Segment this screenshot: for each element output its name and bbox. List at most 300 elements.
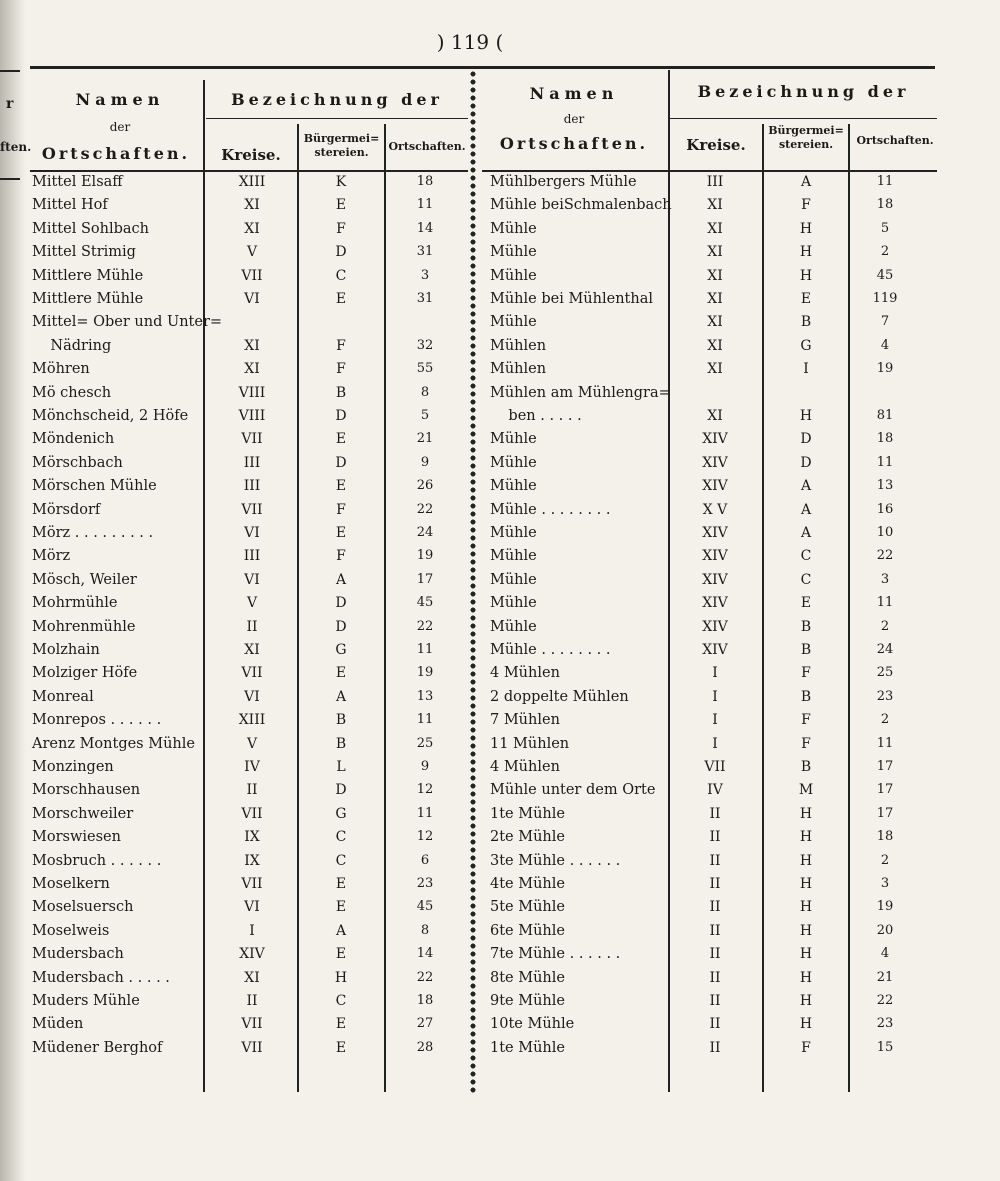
kreis-value: IX (244, 829, 260, 846)
place-name: Mönchscheid, 2 Höfe (32, 408, 189, 424)
place-name: 2 doppelte Mühlen (490, 688, 629, 705)
place-name: 1te Mühle (490, 805, 565, 822)
table-row (0, 780, 1000, 803)
kreis-value: XI (707, 291, 723, 307)
ortschaft-number: 11 (416, 642, 434, 657)
buergermeisterei-value: F (336, 337, 346, 354)
buergermeisterei-value: A (335, 922, 347, 939)
place-name: 11 Mühlen (490, 735, 570, 752)
place-name: Mö chesch (32, 384, 112, 401)
ortschaft-number: 18 (876, 197, 894, 213)
kreis-value: XIV (702, 595, 728, 612)
place-name: Mittel Hof (32, 197, 108, 214)
place-name: Mühlen (490, 337, 547, 354)
kreis-value: VII (704, 759, 726, 775)
kreis-value: XIV (702, 478, 728, 495)
buergermeisterei-value: H (799, 899, 813, 916)
kreis-value: XIV (702, 618, 728, 635)
left-header-ortschaften: Ortschaften. (41, 144, 191, 163)
table-row (0, 1038, 1000, 1061)
buergermeisterei-value: H (799, 805, 813, 822)
ortschaft-number: 8 (420, 384, 430, 400)
ortschaft-number: 11 (416, 197, 434, 213)
kreis-value: II (709, 946, 721, 963)
buergermeisterei-value: F (801, 1039, 811, 1056)
buergermeisterei-value: D (335, 782, 347, 799)
ortschaft-number: 27 (416, 1016, 434, 1032)
buergermeisterei-value: E (335, 899, 347, 916)
place-name: Monzingen (32, 759, 114, 775)
table-row (0, 266, 1000, 289)
buergermeisterei-value: E (335, 478, 347, 495)
ortschaft-number: 45 (876, 267, 894, 283)
table-row (0, 429, 1000, 452)
place-name: Müden (32, 1016, 84, 1033)
kreis-value: VII (241, 665, 263, 682)
kreis-value: VI (244, 291, 260, 307)
place-name: ben . . . . . (490, 408, 582, 424)
place-name: Mühle (490, 548, 537, 565)
buergermeisterei-value: B (335, 712, 347, 729)
place-name: Mühle (490, 478, 537, 495)
buergermeisterei-value: B (335, 384, 347, 401)
place-name: Mühle . . . . . . . . (490, 501, 611, 518)
kreis-value: II (246, 618, 258, 635)
kreis-value: XIV (702, 431, 728, 448)
place-name: 9te Mühle (490, 993, 565, 1009)
ortschaft-number: 22 (416, 969, 434, 985)
place-name: Mittel= Ober und Unter= (32, 314, 223, 331)
buergermeisterei-value: C (800, 548, 812, 565)
ortschaft-number: 55 (416, 361, 434, 377)
place-name: Mühle (490, 454, 537, 471)
buergermeisterei-value: H (799, 267, 813, 284)
left-bezeichnung-rule (206, 118, 468, 119)
ortschaft-number: 5 (880, 220, 890, 236)
place-name: Molziger Höfe (32, 665, 138, 682)
ortschaft-number: 22 (416, 618, 434, 634)
ortschaft-number: 32 (416, 337, 434, 353)
kreis-value: VI (244, 688, 260, 705)
table-row (0, 593, 1000, 616)
table-row (0, 734, 1000, 757)
buergermeisterei-value: A (335, 571, 347, 588)
ortschaft-number: 13 (876, 478, 894, 494)
ortschaft-number: 21 (416, 431, 434, 447)
buergermeisterei-value: A (800, 174, 812, 190)
kreis-value: VII (241, 501, 263, 518)
right-header-buerg-2: stereien. (778, 138, 834, 151)
place-name: Moselkern (32, 876, 110, 892)
kreis-value: VII (241, 1039, 263, 1056)
buergermeisterei-value: D (800, 431, 812, 448)
buergermeisterei-value: A (800, 501, 812, 518)
buergermeisterei-value: H (799, 852, 813, 869)
ortschaft-number: 45 (416, 595, 434, 611)
ortschaft-number: 21 (876, 969, 894, 985)
buergermeisterei-value: L (336, 759, 346, 775)
ortschaft-number: 17 (876, 782, 894, 798)
buergermeisterei-value: B (800, 314, 812, 331)
buergermeisterei-value: H (799, 829, 813, 846)
kreis-value: I (712, 735, 718, 752)
buergermeisterei-value: E (335, 876, 347, 892)
kreis-value: I (249, 922, 255, 939)
place-name: Mittlere Mühle (32, 291, 144, 307)
place-name: Morschhausen (32, 782, 141, 799)
ortschaft-number: 2 (880, 244, 890, 260)
left-header-bezeichnung: Bezeichnung der (231, 90, 443, 109)
place-name: Mühle (490, 267, 537, 284)
kreis-value: XIV (702, 642, 728, 658)
kreis-value: II (709, 1039, 721, 1056)
left-header-kreise: Kreise. (221, 146, 281, 164)
table-row (0, 921, 1000, 944)
buergermeisterei-value: B (800, 688, 812, 705)
ortschaft-number: 17 (416, 571, 434, 587)
ortschaft-number: 19 (876, 899, 894, 915)
table-row (0, 757, 1000, 780)
buergermeisterei-value: A (800, 478, 812, 495)
table-row (0, 991, 1000, 1014)
place-name: Nädring (32, 337, 112, 354)
buergermeisterei-value: B (335, 735, 347, 752)
ortschaft-number: 13 (416, 688, 434, 704)
place-name: 1te Mühle (490, 1039, 565, 1056)
kreis-value: III (243, 548, 261, 565)
place-name: Mühle (490, 618, 537, 635)
buergermeisterei-value: C (335, 829, 347, 846)
kreis-value: V (246, 244, 258, 261)
ortschaft-number: 4 (880, 946, 890, 962)
kreis-value: XIII (238, 712, 266, 729)
buergermeisterei-value: E (335, 946, 347, 963)
place-name: Moselweis (32, 922, 110, 939)
buergermeisterei-value: F (336, 361, 346, 378)
kreis-value: VI (244, 571, 260, 588)
table-row (0, 710, 1000, 733)
right-header-der: der (563, 112, 585, 126)
place-name: 4 Mühlen (490, 759, 560, 775)
ortschaft-number: 26 (416, 478, 434, 494)
place-name: Mühle unter dem Orte (490, 782, 656, 799)
buergermeisterei-value: E (335, 291, 347, 307)
place-name: 10te Mühle (490, 1016, 575, 1033)
table-row (0, 476, 1000, 499)
table-row (0, 546, 1000, 569)
place-name: Mörz (32, 548, 71, 565)
left-header-namen: Namen (75, 90, 165, 109)
buergermeisterei-value: H (799, 244, 813, 261)
place-name: Mühlen am Mühlengra= (490, 384, 671, 401)
ortschaft-number: 22 (416, 501, 434, 517)
kreis-value: XI (707, 244, 723, 261)
kreis-value: IX (244, 852, 260, 869)
kreis-value: XIV (239, 946, 265, 963)
place-name: 2te Mühle (490, 829, 565, 846)
ortschaft-number: 11 (416, 712, 434, 728)
buergermeisterei-value: D (335, 595, 347, 612)
place-name: 5te Mühle (490, 899, 565, 916)
buergermeisterei-value: I (803, 361, 809, 378)
buergermeisterei-value: F (801, 712, 811, 729)
ortschaft-number: 3 (880, 571, 890, 587)
buergermeisterei-value: F (336, 220, 346, 237)
buergermeisterei-value: E (800, 595, 812, 612)
left-header-buerg-1: Bürgermei= (303, 132, 380, 145)
ortschaft-number: 14 (416, 220, 434, 236)
table-row (0, 453, 1000, 476)
buergermeisterei-value: A (335, 688, 347, 705)
kreis-value: XI (244, 337, 260, 354)
kreis-value: XI (244, 642, 260, 658)
buergermeisterei-value: F (336, 501, 346, 518)
kreis-value: III (706, 174, 724, 190)
ortschaft-number: 19 (416, 548, 434, 564)
right-header-bezeichnung: Bezeichnung der (697, 82, 910, 101)
table-row (0, 219, 1000, 242)
buergermeisterei-value: H (799, 876, 813, 892)
place-name: 8te Mühle (490, 969, 565, 986)
kreis-value: XIV (702, 525, 728, 541)
table-row (0, 523, 1000, 546)
table-row (0, 874, 1000, 897)
buergermeisterei-value: C (335, 267, 347, 284)
kreis-value: VII (241, 876, 263, 892)
kreis-value: XIV (702, 548, 728, 565)
ortschaft-number: 4 (880, 337, 890, 353)
kreis-value: III (243, 478, 261, 495)
place-name: Mühle (490, 244, 537, 261)
kreis-value: III (243, 454, 261, 471)
ortschaft-number: 18 (416, 993, 434, 1008)
top-rule (30, 66, 935, 69)
place-name: Mohrenmühle (32, 618, 136, 635)
ortschaft-number: 11 (876, 735, 894, 751)
buergermeisterei-value: H (799, 408, 813, 424)
kreis-value: II (246, 782, 258, 799)
place-name: Mudersbach (32, 946, 124, 963)
ortschaft-number: 11 (876, 174, 894, 189)
buergermeisterei-value: D (335, 454, 347, 471)
kreis-value: XI (707, 314, 723, 331)
kreis-value: VII (241, 267, 263, 284)
kreis-value: XI (244, 361, 260, 378)
ortschaft-number: 19 (416, 665, 434, 681)
ortschaft-number: 14 (416, 946, 434, 962)
table-row (0, 359, 1000, 382)
place-name: Mühle (490, 431, 537, 448)
place-name: Müdener Berghof (32, 1039, 163, 1056)
buergermeisterei-value: H (799, 946, 813, 963)
kreis-value: II (709, 876, 721, 892)
place-name: Möndenich (32, 431, 115, 448)
place-name: Morswiesen (32, 829, 121, 846)
buergermeisterei-value: D (335, 244, 347, 261)
kreis-value: XI (707, 197, 723, 214)
ortschaft-number: 11 (416, 805, 434, 821)
ortschaft-number: 16 (876, 501, 894, 517)
ortschaft-number: 28 (416, 1039, 434, 1055)
place-name: Mittel Strimig (32, 244, 136, 261)
buergermeisterei-value: F (801, 665, 811, 682)
place-name: 7te Mühle . . . . . . (490, 946, 621, 963)
buergermeisterei-value: E (335, 197, 347, 214)
table-row (0, 312, 1000, 335)
kreis-value: II (709, 852, 721, 869)
ortschaft-number: 6 (420, 852, 430, 868)
ortschaft-number: 3 (880, 876, 890, 891)
place-name: Monreal (32, 688, 94, 705)
buergermeisterei-value: D (335, 618, 347, 635)
place-name: Mörz . . . . . . . . . (32, 525, 154, 541)
buergermeisterei-value: G (335, 642, 347, 658)
table-row (0, 195, 1000, 218)
buergermeisterei-value: E (800, 291, 812, 307)
ortschaft-number: 20 (876, 922, 894, 938)
buergermeisterei-value: H (799, 922, 813, 939)
kreis-value: II (709, 993, 721, 1009)
place-name: Arenz Montges Mühle (32, 735, 195, 752)
table-row (0, 640, 1000, 663)
place-name: 7 Mühlen (490, 712, 560, 729)
ortschaft-number: 17 (876, 759, 894, 774)
left-header-buerg-2: stereien. (314, 146, 369, 159)
table-row (0, 383, 1000, 406)
buergermeisterei-value: H (334, 969, 348, 986)
place-name: Mühle . . . . . . . . (490, 642, 611, 658)
table-row (0, 242, 1000, 265)
buergermeisterei-value: G (335, 805, 347, 822)
buergermeisterei-value: H (799, 1016, 813, 1033)
place-name: Mühle bei Mühlenthal (490, 291, 653, 307)
place-name: Mühlbergers Mühle (490, 174, 637, 190)
ortschaft-number: 45 (416, 899, 434, 915)
ortschaft-number: 119 (872, 291, 898, 306)
ortschaft-number: 3 (420, 267, 430, 283)
buergermeisterei-value: M (798, 782, 814, 799)
kreis-value: XIII (238, 174, 266, 190)
ortschaft-number: 9 (420, 759, 430, 774)
ortschaft-number: 7 (880, 314, 890, 330)
buergermeisterei-value: G (800, 337, 812, 354)
kreis-value: VI (244, 525, 260, 541)
kreis-value: XIV (702, 454, 728, 471)
table-row (0, 500, 1000, 523)
ortschaft-number: 23 (876, 688, 894, 704)
ortschaft-number: 18 (876, 829, 894, 845)
kreis-value: XI (707, 337, 723, 354)
place-name: Mörschbach (32, 454, 123, 471)
buergermeisterei-value: B (800, 618, 812, 635)
kreis-value: XI (244, 197, 260, 214)
kreis-value: V (246, 735, 258, 752)
place-name: Möhren (32, 361, 90, 378)
kreis-value: V (246, 595, 258, 612)
previous-page-header: ften. (0, 140, 32, 154)
buergermeisterei-value: H (799, 220, 813, 237)
buergermeisterei-value: F (801, 735, 811, 752)
table-row (0, 804, 1000, 827)
table-row (0, 336, 1000, 359)
place-name: Mörsdorf (32, 501, 101, 518)
table-row (0, 851, 1000, 874)
kreis-value: II (709, 969, 721, 986)
place-name: 4te Mühle (490, 876, 565, 892)
buergermeisterei-value: D (800, 454, 812, 471)
ortschaft-number: 12 (416, 782, 434, 798)
ortschaft-number: 18 (416, 174, 434, 189)
table-row (0, 944, 1000, 967)
ortschaft-number: 24 (876, 642, 894, 657)
buergermeisterei-value: E (335, 665, 347, 682)
buergermeisterei-value: E (335, 525, 347, 541)
ortschaft-number: 19 (876, 361, 894, 377)
ortschaft-number: 31 (416, 291, 434, 306)
place-name: Mittel Sohlbach (32, 220, 149, 237)
previous-page-fragment (0, 140, 32, 154)
ortschaft-number: 22 (876, 548, 894, 564)
place-name: Mittel Elsaff (32, 174, 123, 190)
place-name: Mörschen Mühle (32, 478, 157, 495)
buergermeisterei-value: B (800, 642, 812, 658)
kreis-value: VII (241, 1016, 263, 1033)
kreis-value: VIII (238, 384, 266, 401)
ortschaft-number: 23 (876, 1016, 894, 1032)
place-name: Mühle (490, 220, 537, 237)
ortschaft-number: 15 (876, 1039, 894, 1055)
page-number: ) 119 ( (436, 30, 504, 54)
buergermeisterei-value: E (335, 1039, 347, 1056)
place-name: Monrepos . . . . . . (32, 712, 162, 729)
kreis-value: VIII (238, 408, 266, 424)
buergermeisterei-value: F (801, 197, 811, 214)
table-row (0, 968, 1000, 991)
ortschaft-number: 25 (876, 665, 894, 681)
kreis-value: I (712, 712, 718, 729)
kreis-value: II (709, 805, 721, 822)
ortschaft-number: 2 (880, 852, 890, 868)
ortschaft-number: 2 (880, 712, 890, 728)
ortschaft-number: 11 (876, 454, 894, 470)
ortschaft-number: 12 (416, 829, 434, 845)
previous-page-letter: r (6, 96, 14, 112)
place-name: Mohrmühle (32, 595, 118, 612)
place-name: Muders Mühle (32, 993, 140, 1009)
buergermeisterei-value: C (335, 852, 347, 869)
place-name: 3te Mühle . . . . . . (490, 852, 621, 869)
place-name: Mühle (490, 595, 537, 612)
kreis-value: II (709, 829, 721, 846)
kreis-value: XI (707, 408, 723, 424)
place-name: Mösch, Weiler (32, 571, 137, 588)
place-name: 6te Mühle (490, 922, 565, 939)
place-name: Mühle (490, 571, 537, 588)
left-header-ortschaften-col: Ortschaften. (388, 140, 466, 153)
buergermeisterei-value: A (800, 525, 812, 541)
place-name: Mosbruch . . . . . . (32, 852, 162, 869)
kreis-value: I (712, 665, 718, 682)
kreis-value: II (709, 1016, 721, 1033)
right-header-buerg-1: Bürgermei= (768, 124, 844, 137)
kreis-value: VI (244, 899, 260, 916)
buergermeisterei-value: E (335, 1016, 347, 1033)
table-row (0, 687, 1000, 710)
kreis-value: VII (241, 805, 263, 822)
right-header-namen: Namen (529, 84, 619, 103)
buergermeisterei-value: C (335, 993, 347, 1009)
table-row (0, 663, 1000, 686)
